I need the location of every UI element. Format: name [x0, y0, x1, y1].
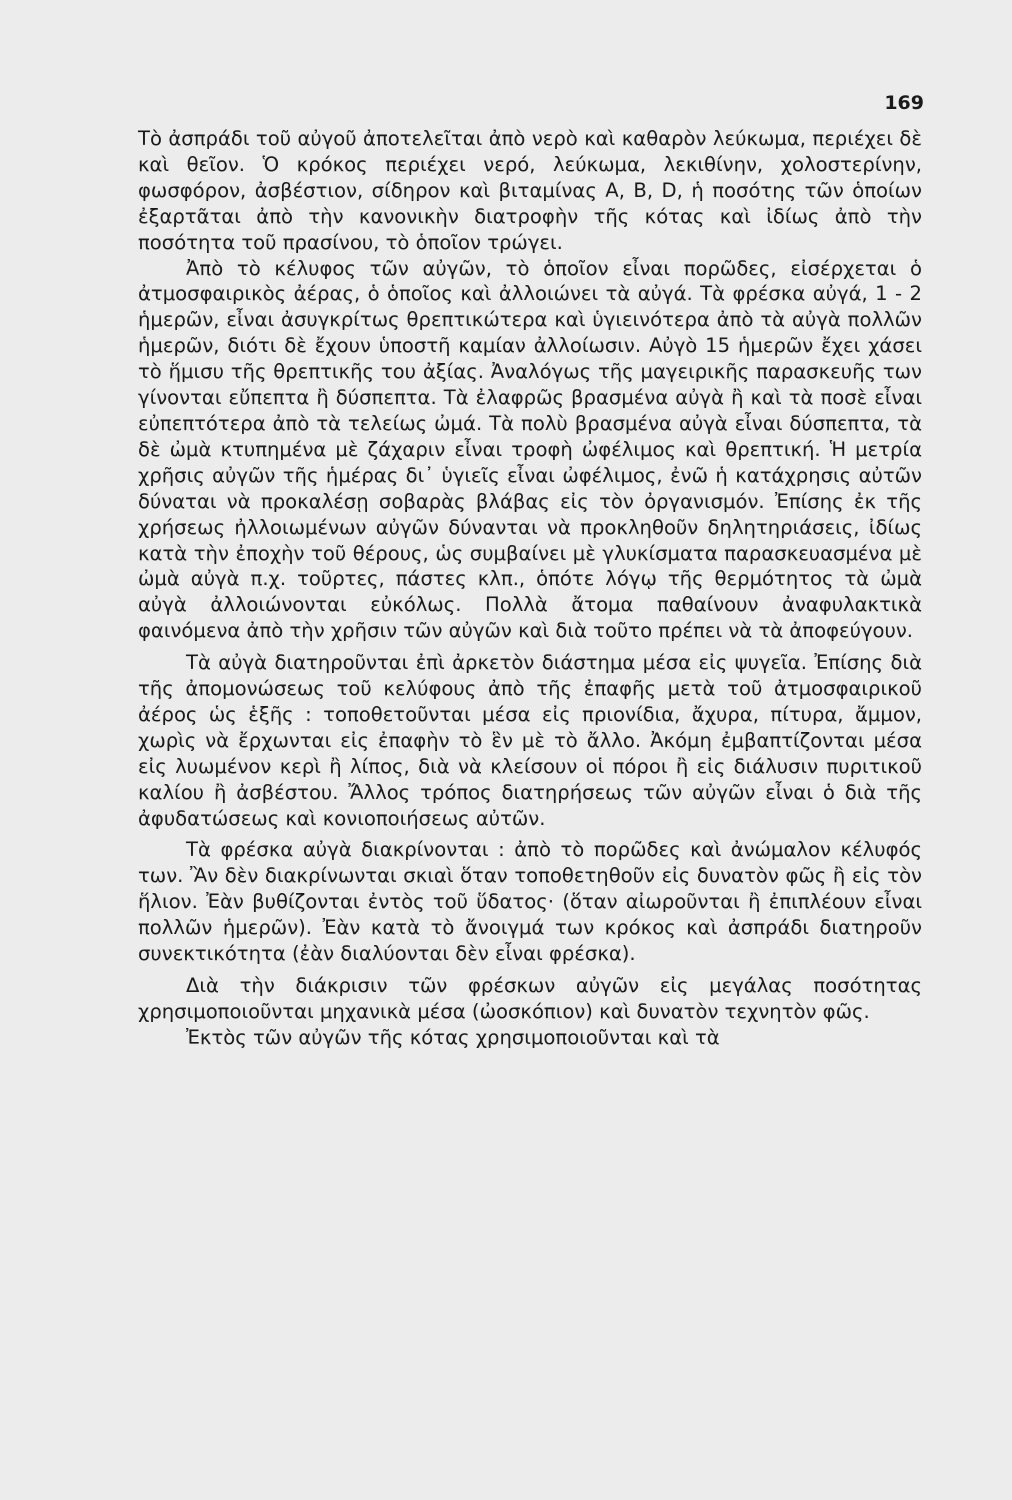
body-text	[138, 126, 922, 1051]
paragraph: Τὰ φρέσκα αὐγὰ διακρίνονται : ἀπὸ τὸ πορῶδες καὶ ἀνώμαλον κέλυφός των. Ἂν δὲν διακρίνωνται σκιαὶ ὅταν τοποθετηθοῦν εἰς δυνατὸν φῶς ἢ εἰς τὸν ἥλιον. Ἐὰν βυθίζονται ἐντὸς τοῦ ὕδατος· (ὅταν αἰωροῦνται ἢ ἐπιπλέουν εἶναι πολλῶν ἡμερῶν). Ἐὰν κατὰ τὸ ἄνοιγμά των κρόκος καὶ ἀσπράδι διατηροῦν συνεκτικότητα (ἐὰν διαλύονται δὲν εἶναι φρέσκα).	[138, 838, 922, 966]
paragraph: Τὰ αὐγὰ διατηροῦνται ἐπὶ ἀρκετὸν διάστημα μέσα εἰς ψυγεῖα. Ἐπίσης διὰ τῆς ἀπομονώσεως τοῦ κελύφους ἀπὸ τῆς ἐπαφῆς μετὰ τοῦ ἀτμοσφαιρικοῦ ἀέρος ὡς ἑξῆς : τοποθετοῦνται μέσα εἰς πριονίδια, ἄχυρα, πίτυρα, ἄμμον, χωρὶς νὰ ἔρχωνται εἰς ἐπαφὴν τὸ ἓν μὲ τὸ ἄλλο. Ἀκόμη ἐμβαπτίζονται μέσα εἰς λυωμένον κερὶ ἢ λίπος, διὰ νὰ κλείσουν οἱ πόροι ἢ εἰς διάλυσιν πυριτικοῦ καλίου ἢ ἀσβέστου. Ἄλλος τρόπος διατηρήσεως τῶν αὐγῶν εἶναι ὁ διὰ τῆς ἀφυδατώσεως καὶ κονιοποιήσεως αὐτῶν.	[138, 651, 922, 830]
page-number: 169	[884, 92, 924, 114]
paragraph: Διὰ τὴν διάκρισιν τῶν φρέσκων αὐγῶν εἰς μεγάλας ποσότητας χρησιμοποιοῦνται μηχανικὰ μέσα (ὠοσκόπιον) καὶ δυνατὸν τεχνητὸν φῶς.	[138, 974, 922, 1023]
paragraph: Ἐκτὸς τῶν αὐγῶν τῆς κότας χρησιμοποιοῦνται καὶ τὰ	[186, 1025, 720, 1049]
paragraph: Ἀπὸ τὸ κέλυφος τῶν αὐγῶν, τὸ ὁποῖον εἶναι πορῶδες, εἰσέρχεται ὁ ἀτμοσφαιρικὸς ἀέρας, ὁ ὁποῖος καὶ ἀλλοιώνει τὰ αὐγά. Τὰ φρέσκα αὐγά, 1 - 2 ἡμερῶν, εἶναι ἀσυγκρίτως θρεπτικώτερα καὶ ὑγιεινότερα ἀπὸ τὰ αὐγὰ πολλῶν ἡμερῶν, διότι δὲ ἔχουν ὑποστῆ καμίαν ἀλλοίωσιν. Αὐγὸ 15 ἡμερῶν ἔχει χάσει τὸ ἥμισυ τῆς θρεπτικῆς του ἀξίας. Ἀναλόγως τῆς μαγειρικῆς παρασκευῆς των γίνονται εὔπεπτα ἢ δύσπεπτα. Τὰ ἐλαφρῶς βρασμένα αὐγὰ ἢ καὶ τὰ ποσὲ εἶναι εὐπεπτότερα ἀπὸ τὰ τελείως ὠμά. Τὰ πολὺ βρασμένα αὐγὰ εἶναι δύσπεπτα, τὰ δὲ ὠμὰ κτυπημένα μὲ ζάχαριν εἶναι τροφὴ ὠφέλιμος καὶ θρεπτική. Ἡ μετρία χρῆσις αὐγῶν τῆς ἡμέρας δι᾽ ὑγιεῖς εἶναι ὠφέλιμος, ἐνῶ ἡ κατάχρησις αὐτῶν δύναται νὰ προκαλέσῃ σοβαρὰς βλάβας εἰς τὸν ὀργανισμόν. Ἐπίσης ἐκ τῆς χρήσεως ἠλλοιωμένων αὐγῶν δύνανται νὰ προκληθοῦν δηλητηριάσεις, ἰδίως κατὰ τὴν ἐποχὴν τοῦ θέρους, ὡς συμβαίνει μὲ γλυκίσματα παρασκευασμένα μὲ ὠμὰ αὐγὰ π.χ. τοῦρτες, πάστες κλπ., ὁπότε λόγῳ τῆς θερμότητος τὰ ὠμὰ αὐγὰ ἀλλοιώνονται εὐκόλως. Πολλὰ ἄτομα παθαίνουν ἀναφυλακτικὰ φαινόμενα ἀπὸ τὴν χρῆσιν τῶν αὐγῶν καὶ διὰ τοῦτο πρέπει νὰ τὰ ἀποφεύγουν.	[138, 256, 922, 643]
paragraph: Τὸ ἀσπράδι τοῦ αὐγοῦ ἀποτελεῖται ἀπὸ νερὸ καὶ καθαρὸν λεύκωμα, περιέχει δὲ καὶ θεῖον. Ὁ κρόκος περιέχει νερό, λεύκωμα, λεκιθίνην, χολοστερίνην, φωσφόρον, ἀσβέστιον, σίδηρον καὶ βιταμίνας Α, Β, D, ἡ ποσότης τῶν ὁποίων ἐξαρτᾶται ἀπὸ τὴν κανονικὴν διατροφὴν τῆς κότας καὶ ἰδίως ἀπὸ τὴν ποσότητα τοῦ πρασίνου, τὸ ὁποῖον τρώγει.	[138, 127, 922, 254]
